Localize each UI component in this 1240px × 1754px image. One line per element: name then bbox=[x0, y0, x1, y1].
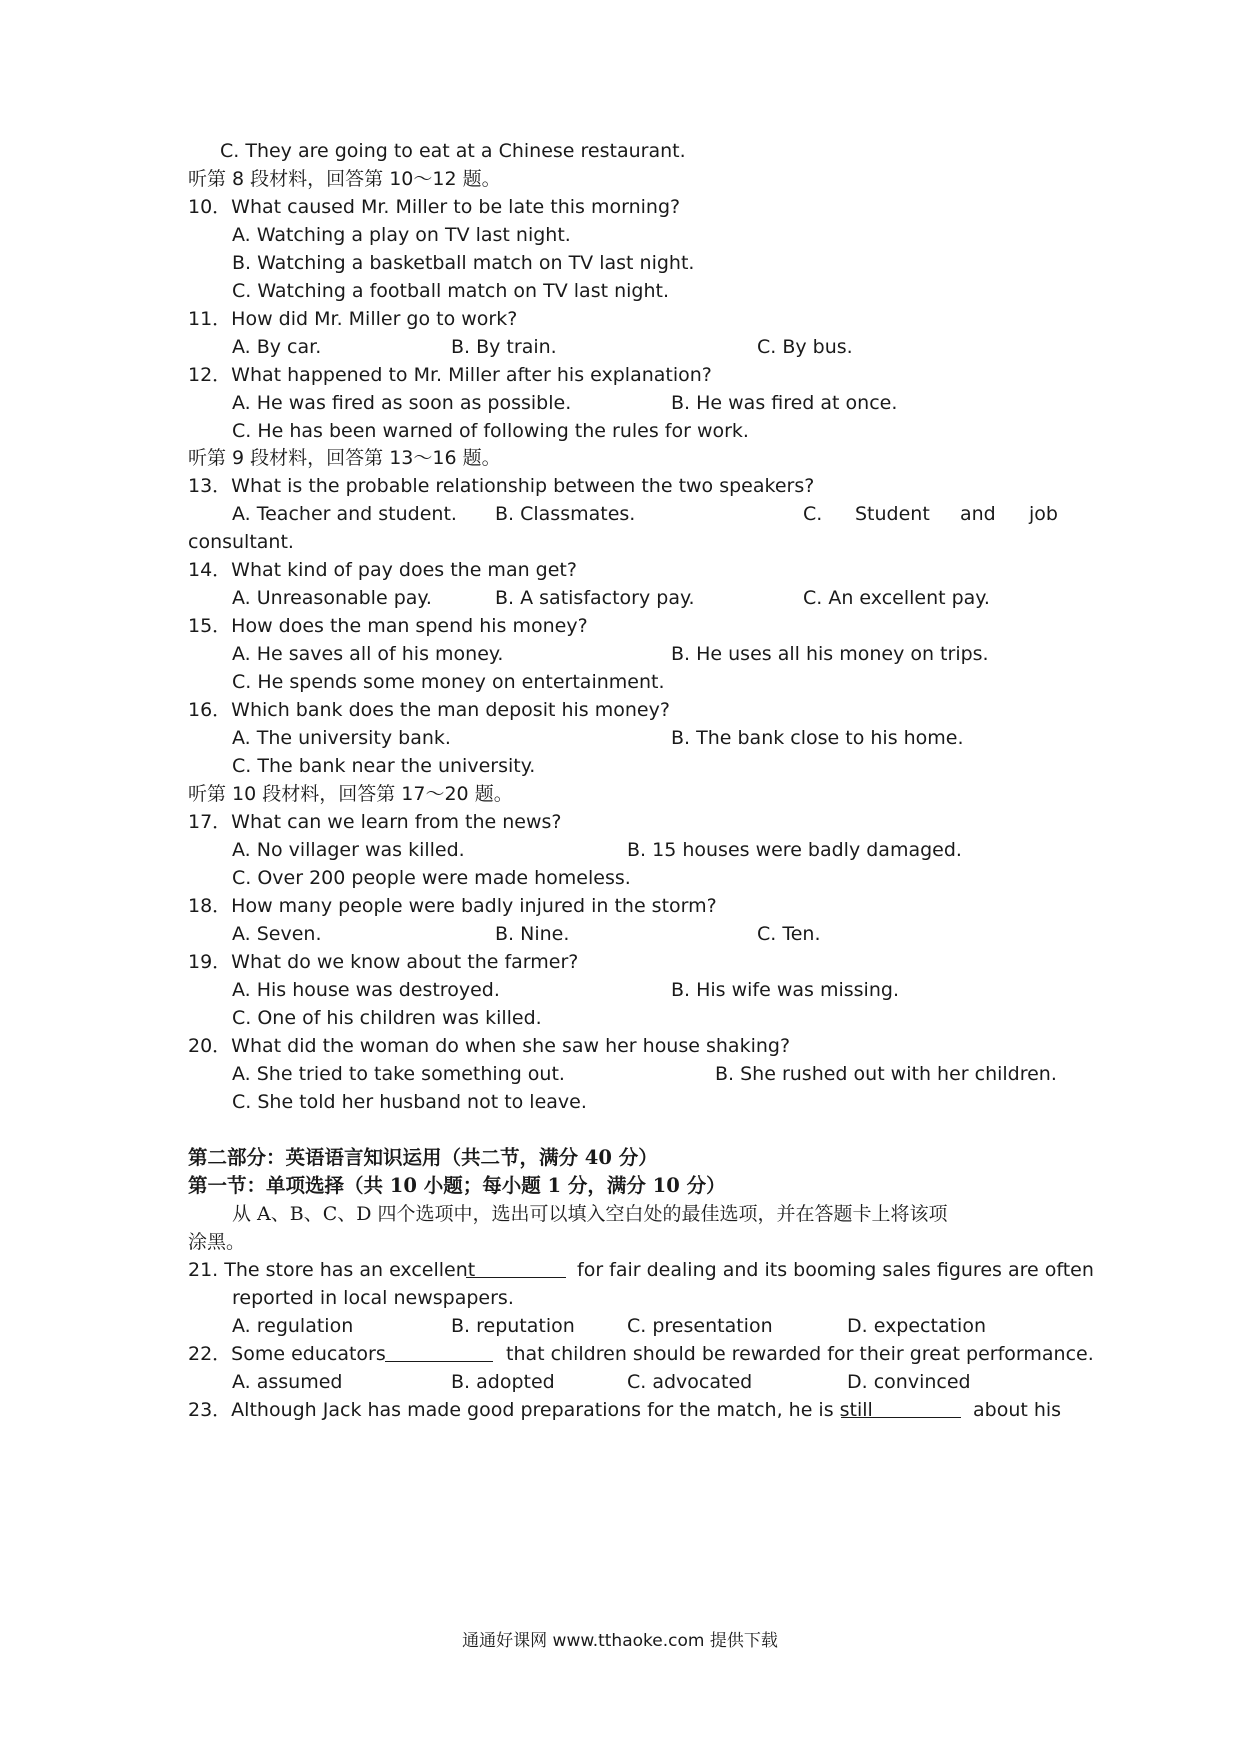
q13-option-c-letter: C. bbox=[803, 503, 823, 525]
q20-stem: 20．What did the woman do when she saw her house shaking? bbox=[188, 1035, 791, 1057]
section10-header: 听第 10 段材料，回答第 17～20 题。 bbox=[188, 783, 513, 805]
q23-stem-pre: 23．Although Jack has made good preparations for the match, he is still bbox=[188, 1399, 873, 1421]
q13-option-c-word2: and bbox=[960, 503, 996, 525]
section9-header: 听第 9 段材料，回答第 13～16 题。 bbox=[188, 447, 501, 469]
q22-blank bbox=[385, 1342, 493, 1368]
q11-option-a: A. By car. bbox=[232, 336, 322, 358]
q17-option-c: C. Over 200 people were made homeless. bbox=[232, 867, 631, 889]
q13-option-c-word1: Student bbox=[855, 503, 930, 525]
q22-stem-post: that children should be rewarded for their great performance. bbox=[506, 1343, 1094, 1365]
q16-option-c: C. The bank near the university. bbox=[232, 755, 536, 777]
q21-blank bbox=[466, 1258, 566, 1284]
q10-option-b: B. Watching a basketball match on TV last night. bbox=[232, 252, 695, 274]
q10-option-a: A. Watching a play on TV last night. bbox=[232, 224, 571, 246]
page-footer: 通通好课网 www.tthaoke.com 提供下载 bbox=[462, 1631, 778, 1651]
q19-stem: 19．What do we know about the farmer? bbox=[188, 951, 579, 973]
q21-option-a: A. regulation bbox=[232, 1315, 354, 1337]
section8-header: 听第 8 段材料，回答第 10～12 题。 bbox=[188, 168, 501, 190]
q10-option-c: C. Watching a football match on TV last night. bbox=[232, 280, 669, 302]
q17-option-a: A. No villager was killed. bbox=[232, 839, 465, 861]
q18-option-a: A. Seven. bbox=[232, 923, 322, 945]
q19-option-c: C. One of his children was killed. bbox=[232, 1007, 542, 1029]
q21-stem-post: for fair dealing and its booming sales figures are often bbox=[577, 1259, 1094, 1281]
q14-option-c: C. An excellent pay. bbox=[803, 587, 990, 609]
q12-option-b: B. He was fired at once. bbox=[671, 392, 898, 414]
q23-stem-post: about his bbox=[973, 1399, 1062, 1421]
q13-option-c-word3: job bbox=[1029, 503, 1058, 525]
q16-stem: 16．Which bank does the man deposit his money? bbox=[188, 699, 670, 721]
q14-stem: 14．What kind of pay does the man get? bbox=[188, 559, 577, 581]
q15-option-b: B. He uses all his money on trips. bbox=[671, 643, 989, 665]
q12-stem: 12．What happened to Mr. Miller after his explanation? bbox=[188, 364, 712, 386]
q14-option-a: A. Unreasonable pay. bbox=[232, 587, 432, 609]
q17-stem: 17．What can we learn from the news? bbox=[188, 811, 562, 833]
q15-option-c: C. He spends some money on entertainment. bbox=[232, 671, 665, 693]
q17-option-b: B. 15 houses were badly damaged. bbox=[627, 839, 962, 861]
q22-option-d: D. convinced bbox=[847, 1371, 971, 1393]
q19-option-b: B. His wife was missing. bbox=[671, 979, 899, 1001]
q21-option-d: D. expectation bbox=[847, 1315, 986, 1337]
part2-instructions-line1: 从 A、B、C、D 四个选项中，选出可以填入空白处的最佳选项，并在答题卡上将该项 bbox=[232, 1203, 948, 1225]
q19-option-a: A. His house was destroyed. bbox=[232, 979, 500, 1001]
part2-title: 第二部分：英语语言知识运用（共二节，满分 40 分） bbox=[188, 1146, 658, 1169]
q21-option-b: B. reputation bbox=[451, 1315, 575, 1337]
q23-blank bbox=[841, 1398, 961, 1424]
q11-option-c: C. By bus. bbox=[757, 336, 853, 358]
q9-option-c: C. They are going to eat at a Chinese restaurant. bbox=[220, 140, 686, 162]
q14-option-b: B. A satisfactory pay. bbox=[495, 587, 695, 609]
q21-stem-pre: 21. The store has an excellent bbox=[188, 1259, 476, 1281]
q22-option-b: B. adopted bbox=[451, 1371, 555, 1393]
q20-option-c: C. She told her husband not to leave. bbox=[232, 1091, 587, 1113]
q10-stem: 10．What caused Mr. Miller to be late this morning? bbox=[188, 196, 681, 218]
q18-option-c: C. Ten. bbox=[757, 923, 821, 945]
q15-option-a: A. He saves all of his money. bbox=[232, 643, 504, 665]
q20-option-b: B. She rushed out with her children. bbox=[715, 1063, 1057, 1085]
q11-stem: 11．How did Mr. Miller go to work? bbox=[188, 308, 518, 330]
q22-stem-pre: 22．Some educators bbox=[188, 1343, 386, 1365]
q13-option-b: B. Classmates. bbox=[495, 503, 636, 525]
part2-instructions-line2: 涂黑。 bbox=[188, 1231, 246, 1253]
q18-option-b: B. Nine. bbox=[495, 923, 570, 945]
q13-option-c-cont: consultant. bbox=[188, 531, 294, 553]
q18-stem: 18．How many people were badly injured in the storm? bbox=[188, 895, 717, 917]
q13-stem: 13．What is the probable relationship between the two speakers? bbox=[188, 475, 815, 497]
q11-option-b: B. By train. bbox=[451, 336, 557, 358]
q16-option-b: B. The bank close to his home. bbox=[671, 727, 964, 749]
q16-option-a: A. The university bank. bbox=[232, 727, 451, 749]
q22-option-c: C. advocated bbox=[627, 1371, 753, 1393]
q15-stem: 15．How does the man spend his money? bbox=[188, 615, 588, 637]
q21-option-c: C. presentation bbox=[627, 1315, 773, 1337]
q12-option-c: C. He has been warned of following the rules for work. bbox=[232, 420, 749, 442]
q21-stem-cont: reported in local newspapers. bbox=[232, 1287, 514, 1309]
part2-section1-title: 第一节：单项选择（共 10 小题；每小题 1 分，满分 10 分） bbox=[188, 1174, 726, 1197]
q20-option-a: A. She tried to take something out. bbox=[232, 1063, 565, 1085]
q12-option-a: A. He was fired as soon as possible. bbox=[232, 392, 572, 414]
q13-option-a: A. Teacher and student. bbox=[232, 503, 457, 525]
q22-option-a: A. assumed bbox=[232, 1371, 343, 1393]
